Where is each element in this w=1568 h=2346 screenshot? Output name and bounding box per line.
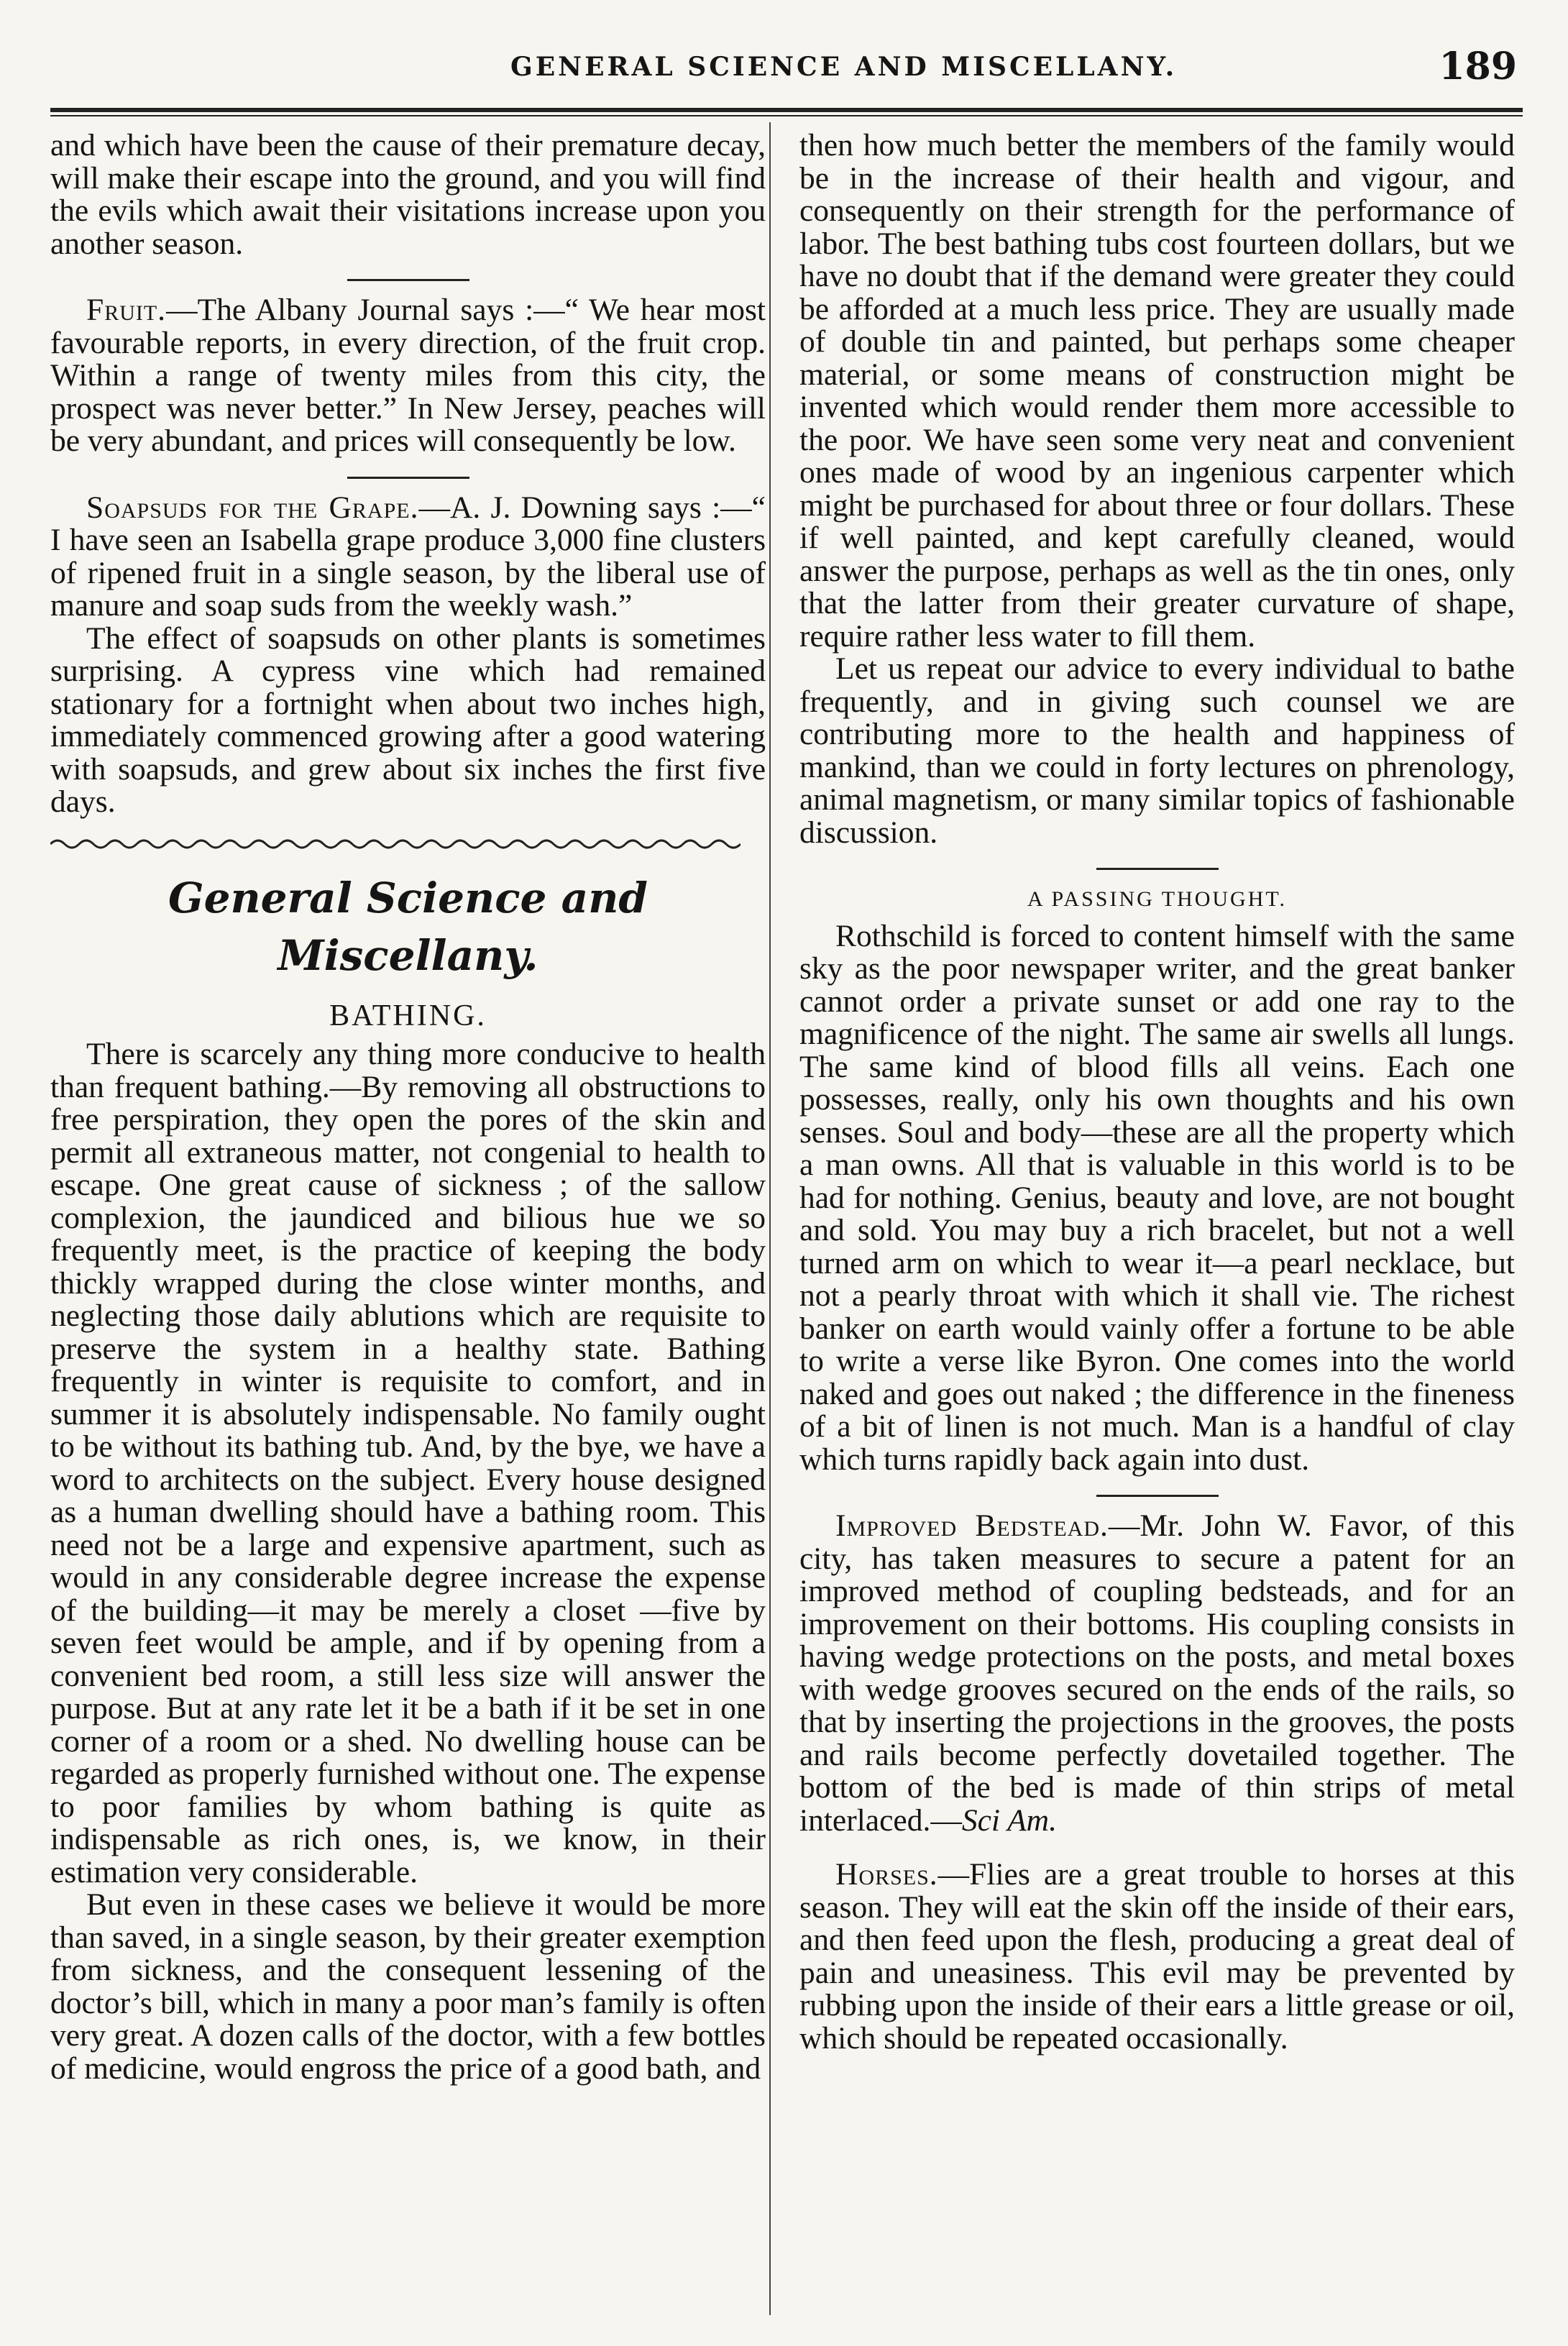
- column-divider: [769, 122, 771, 2315]
- horses-text: —Flies are a great trouble to horses at this season. They will eat the skin off the inside of their ears, and then feed upon the flesh, producing a great deal of pain and uneasiness. This evil may be prevented by rubbing upon the inside of their ears a little grease or oil, which should be repeated occasionally.: [799, 1857, 1515, 2056]
- right-column: [799, 129, 1515, 2055]
- passing-thought-title: A PASSING THOUGHT.: [1027, 887, 1287, 911]
- short-rule: [1096, 1495, 1219, 1497]
- page-number: 189: [1439, 45, 1517, 88]
- spacer: [799, 1837, 1515, 1859]
- running-header: [50, 45, 1517, 102]
- horses-item: [799, 1859, 1515, 2055]
- fruit-lead: Fruit.: [86, 293, 167, 327]
- running-title: GENERAL SCIENCE AND MISCELLANY.: [510, 52, 1178, 82]
- bedstead-lead: Improved Bedstead.: [835, 1508, 1109, 1543]
- bedstead-item: [799, 1510, 1515, 1837]
- bedstead-source: Sci Am.: [961, 1802, 1057, 1838]
- bathing-continued-1: then how much better the members of the family would be in the increase of their health and vigour, and consequently on their strength for the performance of labor. The best bathing tubs cost fourteen dollars, but we have no doubt that if the demand were greater they could be afforded at a much less price. They are usually made of double tin and painted, but perhaps some cheaper material, or some means of construction might be invented which would render them more accessible to the poor. We have seen some very neat and convenient ones made of wood by an ingenious carpenter which might be purchased for about three or four dollars. These if well painted, and kept carefully cleaned, would answer the purpose, perhaps as well as the tin ones, only that the latter from their greater curvature of shape, require rather less water to fill them.: [799, 128, 1515, 654]
- bedstead-text: —Mr. John W. Favor, of this city, has taken measures to secure a patent for an improved method of coupling bedsteads, and for an improvement on their bottoms. His coupling consists in having wedge protections on the posts, and metal boxes with wedge grooves secured on the ends of the rails, so that by inserting the projections in the grooves, the posts and rails become perfectly dovetailed together. The bottom of the bed is made of thin strips of metal interlaced.—: [799, 1508, 1515, 1838]
- short-rule: [347, 477, 469, 479]
- bathing-title: BATHING.: [329, 999, 487, 1032]
- soapsuds-text: —A. J. Downing says :—“ I have seen an Isabella grape produce 3,000 fine clusters of ripened fruit in a single season, by the liberal use of manure and soap suds from the weekly wash.”: [50, 490, 766, 623]
- short-rule: [1096, 868, 1219, 870]
- fruit-item: [50, 294, 766, 458]
- fruit-text: —The Albany Journal says :—“ We hear most favourable reports, in every direction, of the fruit crop. Within a range of twenty miles from this city, the prospect was never better.” In New Jersey, peaches will be very abundant, and prices will consequently be low.: [50, 293, 766, 458]
- left-column: [50, 129, 766, 2085]
- passing-thought-text: Rothschild is forced to content himself with the same sky as the poor newspaper writer, and the great banker cannot order a private sunset or add one ray to the magnificence of the night. The same air swells all lungs. The same kind of blood fills all veins. Each one possesses, really, only his own thoughts and his own senses. Soul and body—these are all the property which a man owns. All that is valuable in this world is to be had for nothing. Genius, beauty and love, are not bought and sold. You may buy a rich bracelet, but not a well turned arm on which to wear it—a pearl necklace, but not a pearly throat with which it shall vie. The richest banker on earth would vainly offer a fortune to be able to write a verse like Byron. One comes into the world naked and goes out naked ; the difference in the fineness of a bit of linen is not much. Man is a handful of clay which turns rapidly back again into dust.: [799, 918, 1515, 1477]
- horses-lead: Horses.: [835, 1857, 938, 1892]
- bathing-paragraph-2: But even in these cases we believe it would be more than saved, in a single season, by their greater exemption from sickness, and the consequent lessening of the doctor’s bill, which in many a poor man’s family is often very great. A dozen calls of the doctor, with a few bottles of medicine, would engross the price of a good bath, and: [50, 1887, 766, 2086]
- soapsuds-item: [50, 492, 766, 623]
- bathing-continued-2: Let us repeat our advice to every individual to bathe frequently, and in giving such counsel we are contributing more to the health and happiness of mankind, than we could in forty lectures on phrenology, animal magnetism, or many similar topics of fashionable discussion.: [799, 651, 1515, 850]
- soapsuds-lead: Soapsuds for the Grape.: [86, 490, 419, 525]
- bathing-paragraph-1: There is scarcely any thing more conducive to health than frequent bathing.—By removing all obstructions to free perspiration, they open the pores of the skin and permit all extraneous matter, not congenial to health to escape. One great cause of sickness ; of the sallow complexion, the jaundiced and bilious hue we so frequently meet, is the practice of keeping the body thickly wrapped during the close winter months, and neglecting those daily ablutions which are requisite to preserve the system in a healthy state. Bathing frequently in winter is requisite to comfort, and in summer it is absolutely indispensable. No family ought to be without its bathing tub. And, by the bye, we have a word to architects on the subject. Every house designed as a human dwelling should have a bathing room. This need not be a large and expensive apartment, such as would in any considerable degree increase the expense of the building—it may be merely a closet —five by seven feet would be ample, and if by opening from a convenient bed room, a still less size will answer the purpose. But at any rate let it be a bath if it be set in one corner of a room or a shed. No dwelling house can be regarded as properly furnished without one. The expense to poor families by whom bathing is quite as indispensable as rich ones, is, we know, in their estimation very considerable.: [50, 1037, 766, 1889]
- wavy-divider: [50, 835, 741, 853]
- continued-paragraph: and which have been the cause of their premature decay, will make their escape into the ground, and you will find the evils which await their visitations increase upon you another season.: [50, 128, 766, 261]
- short-rule: [347, 279, 469, 281]
- soapsuds-paragraph-2: The effect of soapsuds on other plants is sometimes surprising. A cypress vine which had remained stationary for a fortnight when about two inches high, immediately commenced growing after a good watering with soapsuds, and grew about six inches the first five days.: [50, 620, 766, 819]
- section-heading: General Science and Miscellany.: [168, 873, 648, 980]
- header-rule: [50, 108, 1523, 116]
